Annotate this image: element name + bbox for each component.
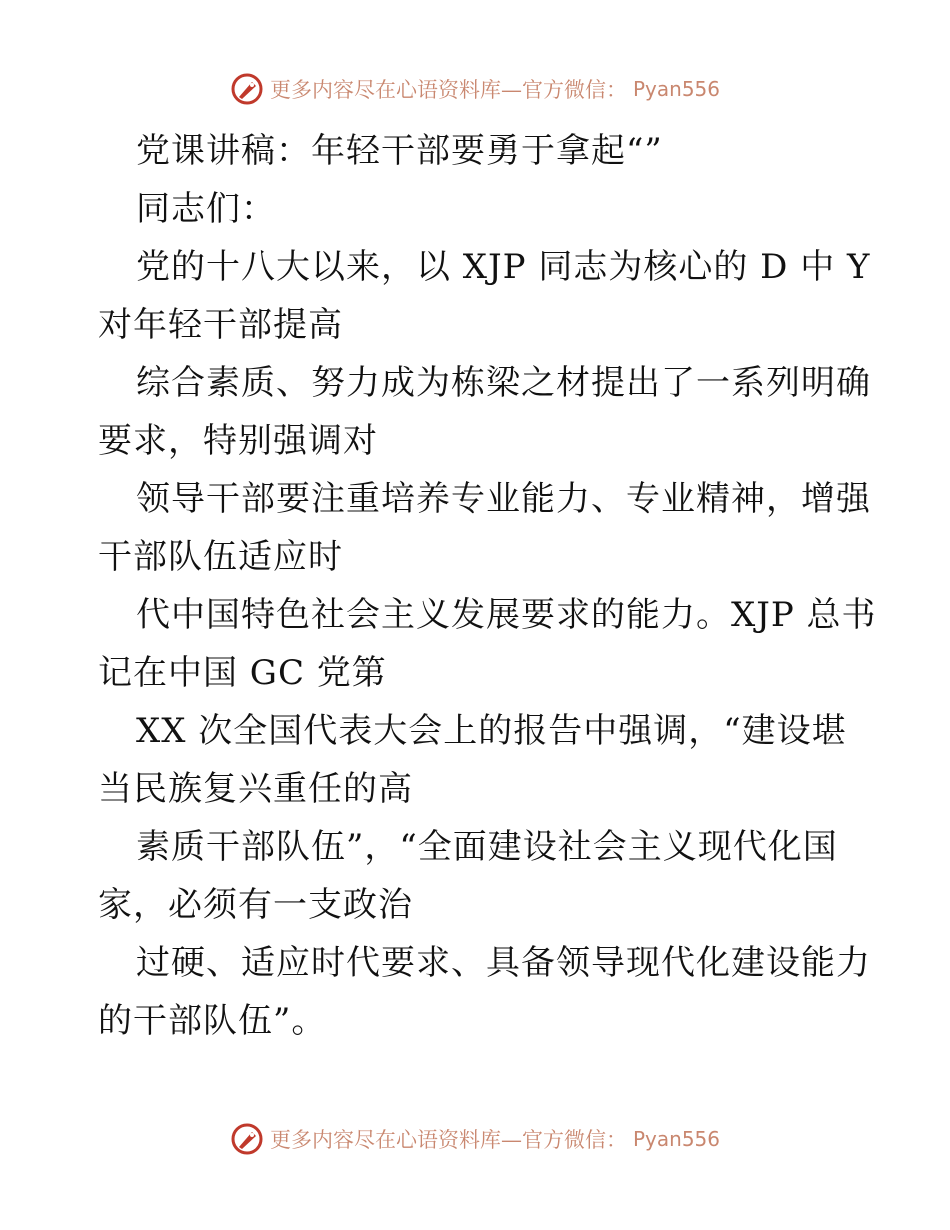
pen-nib-logo-icon	[230, 1122, 264, 1156]
paragraph-line: 对年轻干部提高	[98, 305, 343, 345]
document-body	[98, 122, 877, 1050]
paragraph-line: 领导干部要注重培养专业能力、专业精神，增强	[136, 479, 871, 519]
pen-nib-logo-icon	[230, 72, 264, 106]
watermark-text: 更多内容尽在心语资料库—官方微信：	[269, 78, 627, 102]
paragraph-line: 党的十八大以来，以 XJP 同志为核心的 D 中 Y	[136, 247, 871, 287]
paragraph-line: 过硬、适应时代要求、具备领导现代化建设能力	[136, 943, 871, 983]
watermark-text: 更多内容尽在心语资料库—官方微信：	[269, 1128, 627, 1152]
paragraph-line: 综合素质、努力成为栋梁之材提出了一系列明确	[136, 363, 871, 403]
watermark-wechat-id: Pyan556	[632, 1127, 720, 1151]
greeting: 同志们：	[136, 189, 276, 229]
paragraph-line: XX 次全国代表大会上的报告中强调，“建设堪	[136, 711, 847, 751]
paragraph-line: 当民族复兴重任的高	[98, 769, 413, 809]
footer-watermark	[0, 1122, 950, 1156]
paragraph-line: 的干部队伍”。	[98, 1001, 327, 1041]
paragraph-line: 家，必须有一支政治	[98, 885, 413, 925]
header-watermark	[0, 72, 950, 106]
paragraph-line: 要求，特别强调对	[98, 421, 378, 461]
paragraph-line: 素质干部队伍”，“全面建设社会主义现代化国	[136, 827, 838, 867]
document-title: 党课讲稿：年轻干部要勇于拿起“”	[136, 131, 663, 171]
paragraph-line: 代中国特色社会主义发展要求的能力。XJP 总书	[136, 595, 877, 635]
watermark-wechat-id: Pyan556	[632, 77, 720, 101]
paragraph-line: 干部队伍适应时	[98, 537, 343, 577]
paragraph-line: 记在中国 GC 党第	[98, 653, 387, 693]
